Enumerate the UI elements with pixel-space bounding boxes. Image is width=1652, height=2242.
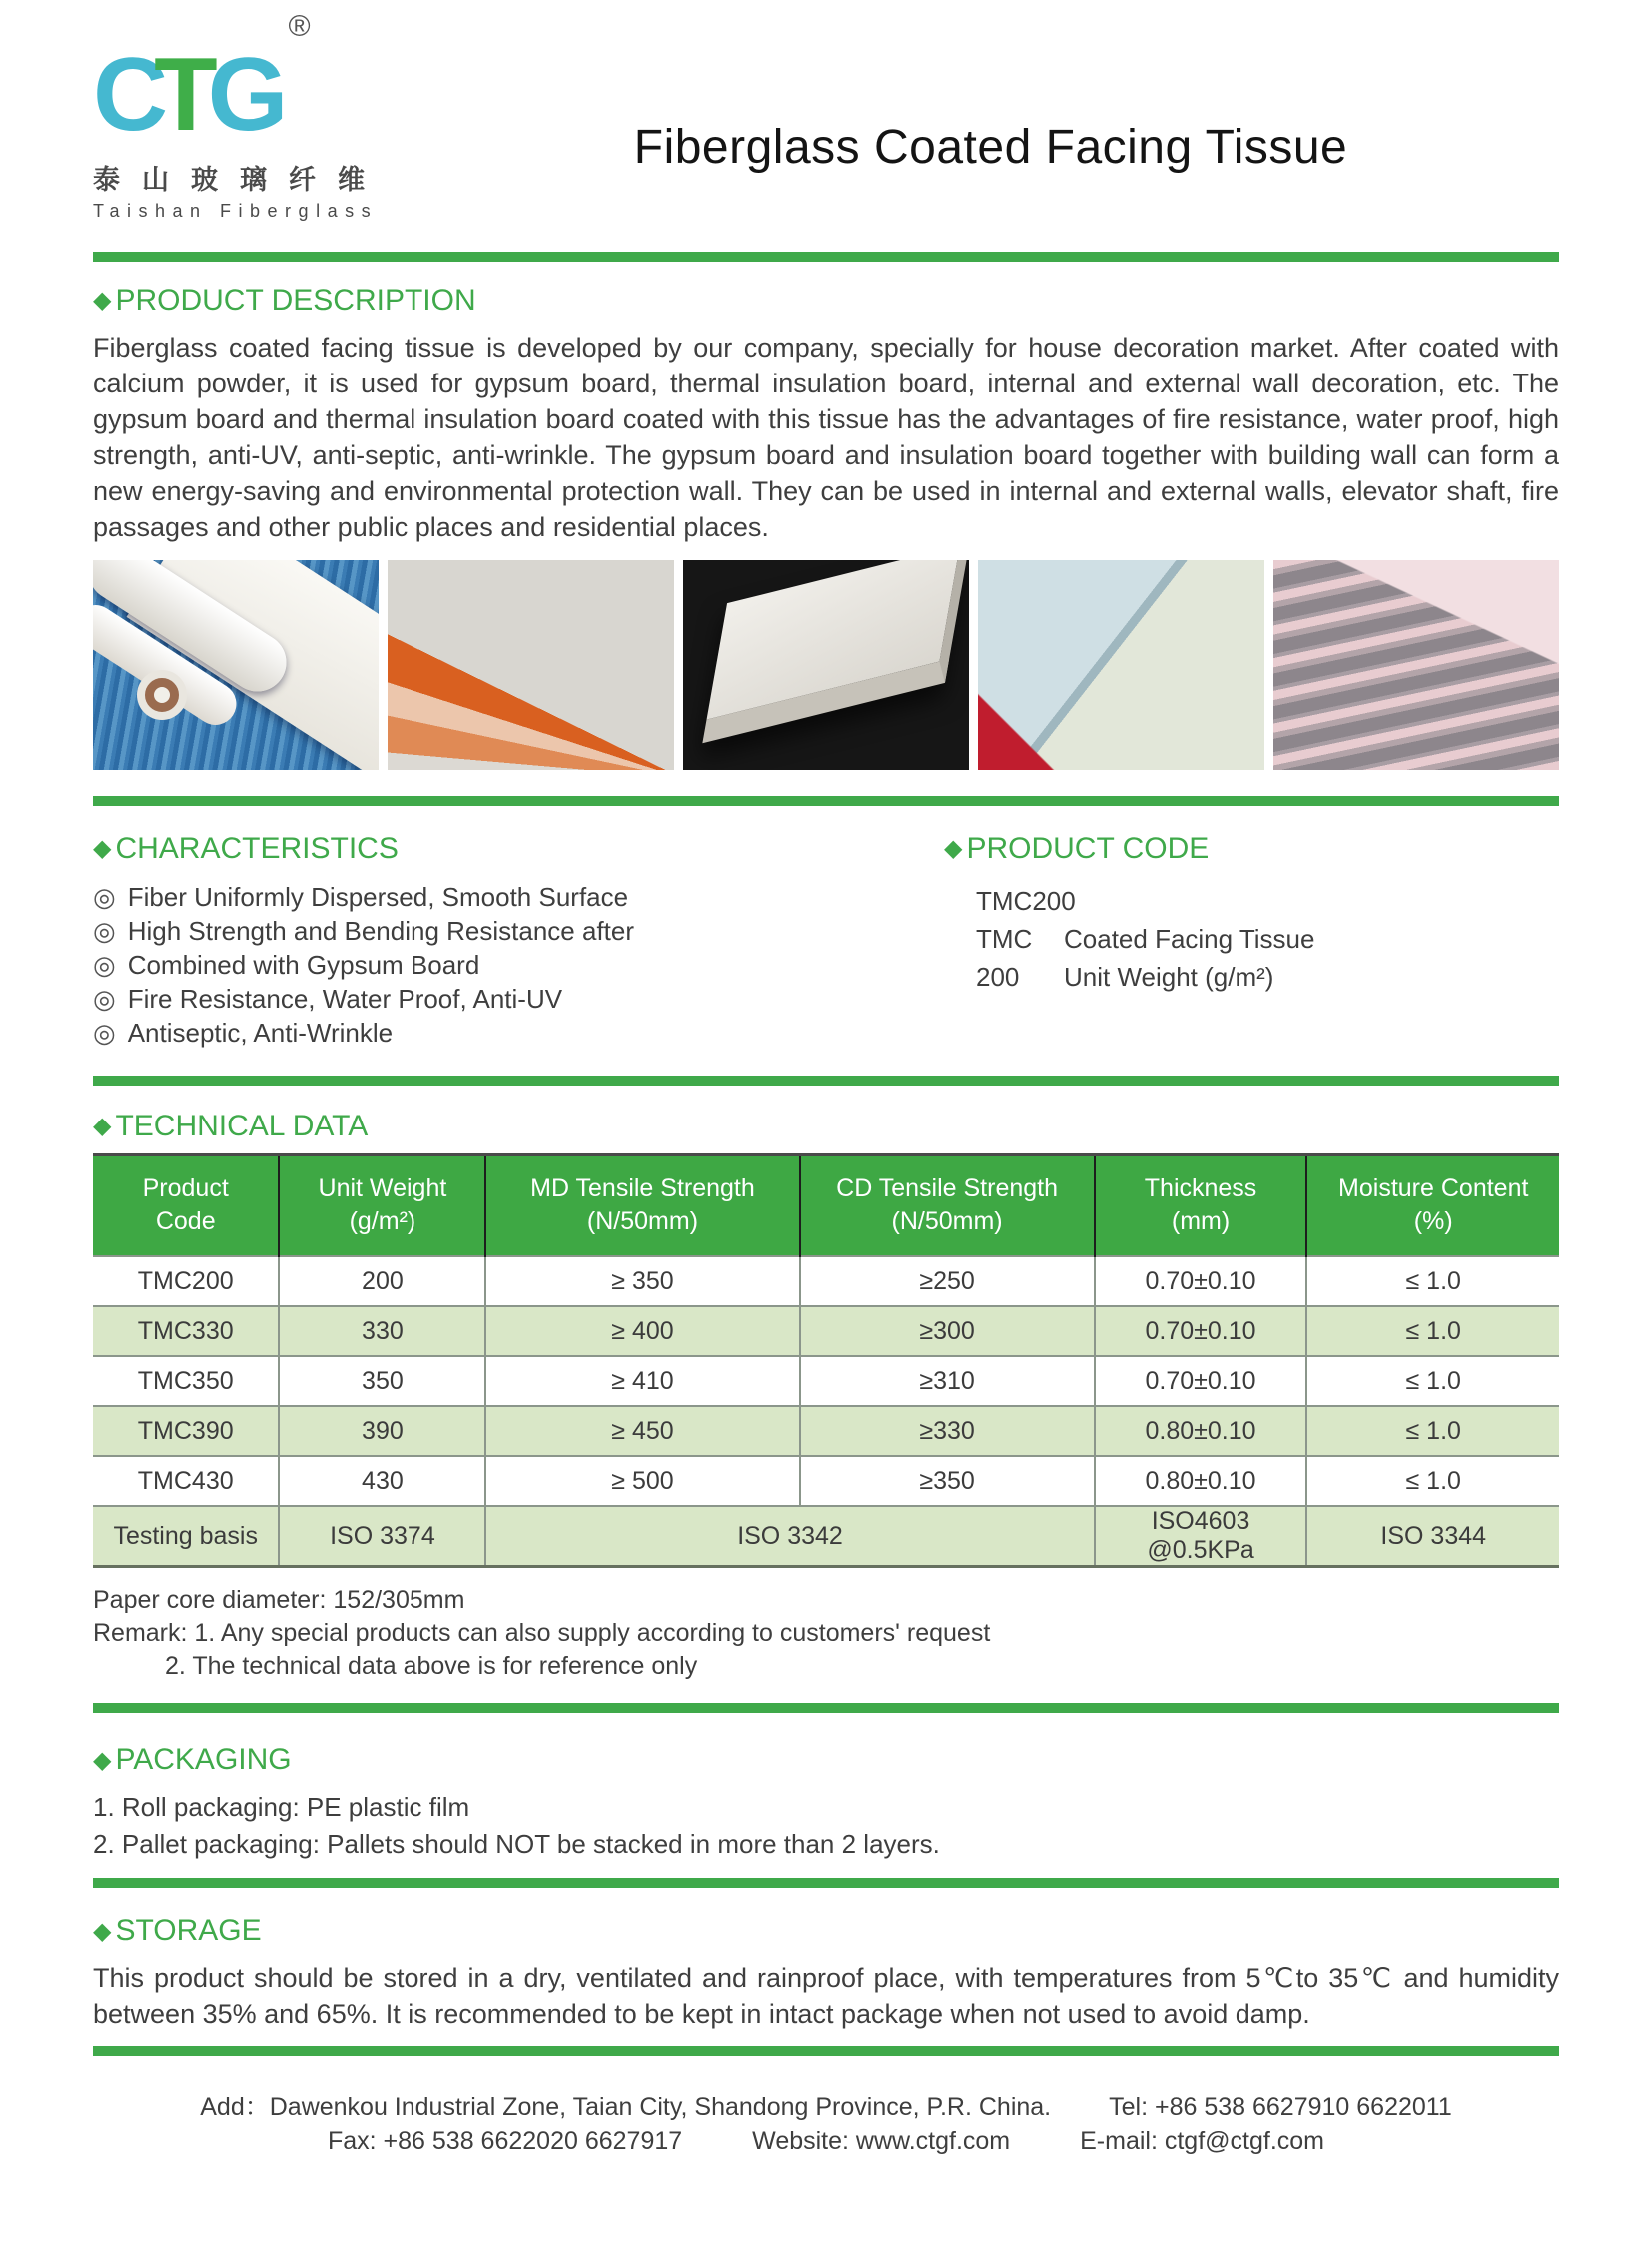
column-header: CD Tensile Strength (N/50mm) [800, 1154, 1095, 1256]
cell-product-code: TMC330 [93, 1306, 279, 1356]
photo-textured-boards [978, 560, 1263, 770]
table-row [93, 1256, 1559, 1306]
photo-board-stack [1273, 560, 1559, 770]
section-heading-product-code [944, 832, 1559, 866]
product-code-line [976, 958, 1559, 996]
characteristic-text: Antiseptic, Anti-Wrinkle [127, 1017, 394, 1048]
photo-board-fan [388, 560, 673, 770]
cell-cd-tensile: ≥330 [800, 1406, 1095, 1456]
characteristic-item [93, 914, 944, 948]
characteristics-section [93, 832, 944, 1050]
diamond-icon: ◆ [93, 1113, 112, 1140]
ring-bullet-icon: ◎ [93, 983, 116, 1014]
cell-testing-label: Testing basis [93, 1506, 279, 1567]
characteristic-item [93, 880, 944, 914]
cell-unit-weight: 350 [279, 1356, 485, 1406]
table-note: Remark: 1. Any special products can also supply according to customers' request [93, 1619, 991, 1648]
fax-text: Fax: +86 538 6622020 6627917 [327, 2127, 683, 2156]
cell-product-code: TMC350 [93, 1356, 279, 1406]
logo-letter-g: G [207, 37, 283, 153]
section-heading-technical-data [93, 1110, 1559, 1143]
heading-label: PACKAGING [115, 1743, 292, 1777]
cell-moisture: ≤ 1.0 [1306, 1456, 1559, 1506]
company-logo [93, 10, 422, 222]
diamond-icon: ◆ [93, 835, 112, 863]
cell-md-tensile: ≥ 350 [485, 1256, 799, 1306]
cell-md-tensile: ≥ 500 [485, 1456, 799, 1506]
company-name-chinese: 泰山玻璃纤维 [93, 164, 387, 195]
characteristic-item [93, 982, 944, 1016]
cell-thickness: 0.70±0.10 [1095, 1306, 1307, 1356]
cell-moisture: ≤ 1.0 [1306, 1356, 1559, 1406]
column-header: MD Tensile Strength (N/50mm) [485, 1154, 799, 1256]
characteristic-item [93, 948, 944, 982]
code-value: TMC200 [976, 885, 1076, 916]
cell-moisture: ≤ 1.0 [1306, 1306, 1559, 1356]
cell-unit-weight: 430 [279, 1456, 485, 1506]
cell-testing-moisture: ISO 3344 [1306, 1506, 1559, 1567]
product-photo-strip [93, 560, 1559, 770]
page-title: Fiberglass Coated Facing Tissue [633, 121, 1348, 175]
column-header: Unit Weight (g/m²) [279, 1154, 485, 1256]
page-header [93, 10, 1559, 222]
divider-bar [93, 2046, 1559, 2056]
product-code-line [976, 920, 1559, 958]
ring-bullet-icon: ◎ [93, 915, 116, 946]
characteristic-text: Fiber Uniformly Dispersed, Smooth Surface [127, 881, 629, 912]
logo-letter-t: T [154, 37, 212, 153]
section-heading-storage [93, 1914, 1559, 1948]
cell-moisture: ≤ 1.0 [1306, 1406, 1559, 1456]
product-description-text: Fiberglass coated facing tissue is developed by our company, specially for house decoration market. After coated with calcium powder, it is used for gypsum board, thermal insulation board, internal and external wall decoration, etc. The gypsum board and thermal insulation board coated with this tissue has the advantages of fire resistance, water proof, high strength, anti-UV, anti-septic, anti-wrinkle. The gypsum board and insulation board together with building wall can form a new energy-saving and environmental protection wall. They can be used in internal and external walls, elevator shaft, fire passages and other public places and residential places. [93, 332, 1559, 542]
cell-md-tensile: ≥ 410 [485, 1356, 799, 1406]
photo-tissue-rolls [93, 560, 379, 770]
cell-cd-tensile: ≥350 [800, 1456, 1095, 1506]
address-label: Add： [200, 2093, 270, 2122]
diamond-icon: ◆ [93, 287, 112, 315]
registered-trademark-icon: ® [288, 10, 311, 44]
logo-letter-c: C [93, 37, 163, 153]
heading-label: STORAGE [115, 1914, 262, 1948]
cell-md-tensile: ≥ 450 [485, 1406, 799, 1456]
code-value: TMC [976, 923, 1033, 954]
column-header: Thickness (mm) [1095, 1154, 1307, 1256]
address-text: Dawenkou Industrial Zone, Taian City, Shandong Province, P.R. China. [269, 2093, 1052, 2122]
product-code-section [944, 832, 1559, 1050]
table-row-testing-basis [93, 1506, 1559, 1567]
diamond-icon: ◆ [93, 1746, 112, 1774]
cell-product-code: TMC430 [93, 1456, 279, 1506]
cell-cd-tensile: ≥250 [800, 1256, 1095, 1306]
cell-cd-tensile: ≥310 [800, 1356, 1095, 1406]
divider-bar [93, 796, 1559, 806]
section-heading-characteristics [93, 832, 944, 866]
cell-unit-weight: 330 [279, 1306, 485, 1356]
packaging-item: 1. Roll packaging: PE plastic film [93, 1792, 470, 1823]
email-text: E-mail: ctgf@ctgf.com [1080, 2127, 1324, 2156]
divider-bar [93, 1703, 1559, 1713]
code-desc: Coated Facing Tissue [1064, 923, 1315, 954]
ring-bullet-icon: ◎ [93, 1017, 116, 1048]
cell-testing-thickness: ISO4603 @0.5KPa [1095, 1506, 1307, 1567]
phone-text: Tel: +86 538 6627910 6622011 [1109, 2093, 1452, 2122]
table-note: 2. The technical data above is for reference only [165, 1652, 698, 1681]
heading-label: CHARACTERISTICS [115, 831, 399, 865]
photo-board-shape [702, 560, 969, 743]
ring-bullet-icon: ◎ [93, 881, 116, 912]
cell-thickness: 0.70±0.10 [1095, 1356, 1307, 1406]
technical-data-table [93, 1153, 1559, 1569]
section-heading-packaging [93, 1743, 1559, 1777]
divider-bar [93, 1076, 1559, 1086]
product-code-line [976, 882, 1559, 920]
characteristic-item [93, 1016, 944, 1050]
ring-bullet-icon: ◎ [93, 949, 116, 980]
heading-label: TECHNICAL DATA [115, 1109, 369, 1142]
characteristic-text: Fire Resistance, Water Proof, Anti-UV [127, 983, 563, 1014]
photo-board-black [683, 560, 969, 770]
table-row [93, 1306, 1559, 1356]
heading-label: PRODUCT DESCRIPTION [115, 283, 476, 317]
photo-roll-core-shape [145, 678, 179, 712]
cell-product-code: TMC390 [93, 1406, 279, 1456]
packaging-item: 2. Pallet packaging: Pallets should NOT be stacked in more than 2 layers. [93, 1829, 940, 1860]
heading-label: PRODUCT CODE [966, 831, 1210, 865]
cell-cd-tensile: ≥300 [800, 1306, 1095, 1356]
cell-unit-weight: 200 [279, 1256, 485, 1306]
diamond-icon: ◆ [93, 1917, 112, 1945]
contact-footer [93, 2090, 1559, 2158]
storage-text: This product should be stored in a dry, ventilated and rainproof place, with temperatures from 5℃to 35℃ and humidity between 35% and 65%. It is recommended to be kept in intact package when not used to avoid damp. [93, 1963, 1559, 2030]
table-row [93, 1356, 1559, 1406]
company-name-english: Taishan Fiberglass [93, 200, 379, 221]
characteristic-text: Combined with Gypsum Board [127, 949, 480, 980]
divider-bar [93, 252, 1559, 262]
cell-thickness: 0.80±0.10 [1095, 1406, 1307, 1456]
cell-thickness: 0.70±0.10 [1095, 1256, 1307, 1306]
table-header-row [93, 1154, 1559, 1256]
ctg-logo-icon [93, 10, 422, 153]
characteristic-text: High Strength and Bending Resistance after [127, 915, 635, 946]
cell-thickness: 0.80±0.10 [1095, 1456, 1307, 1506]
cell-md-tensile: ≥ 400 [485, 1306, 799, 1356]
cell-testing-unit-weight: ISO 3374 [279, 1506, 485, 1567]
section-heading-product-description [93, 284, 1559, 318]
table-note: Paper core diameter: 152/305mm [93, 1586, 465, 1615]
code-value: 200 [976, 961, 1020, 992]
cell-testing-tensile: ISO 3342 [485, 1506, 1094, 1567]
table-row [93, 1406, 1559, 1456]
website-text: Website: www.ctgf.com [752, 2127, 1011, 2156]
cell-unit-weight: 390 [279, 1406, 485, 1456]
column-header: Moisture Content (%) [1306, 1154, 1559, 1256]
divider-bar [93, 1878, 1559, 1888]
diamond-icon: ◆ [944, 835, 963, 863]
code-desc: Unit Weight (g/m²) [1064, 961, 1274, 992]
column-header: Product Code [93, 1154, 279, 1256]
cell-moisture: ≤ 1.0 [1306, 1256, 1559, 1306]
table-row [93, 1456, 1559, 1506]
cell-product-code: TMC200 [93, 1256, 279, 1306]
